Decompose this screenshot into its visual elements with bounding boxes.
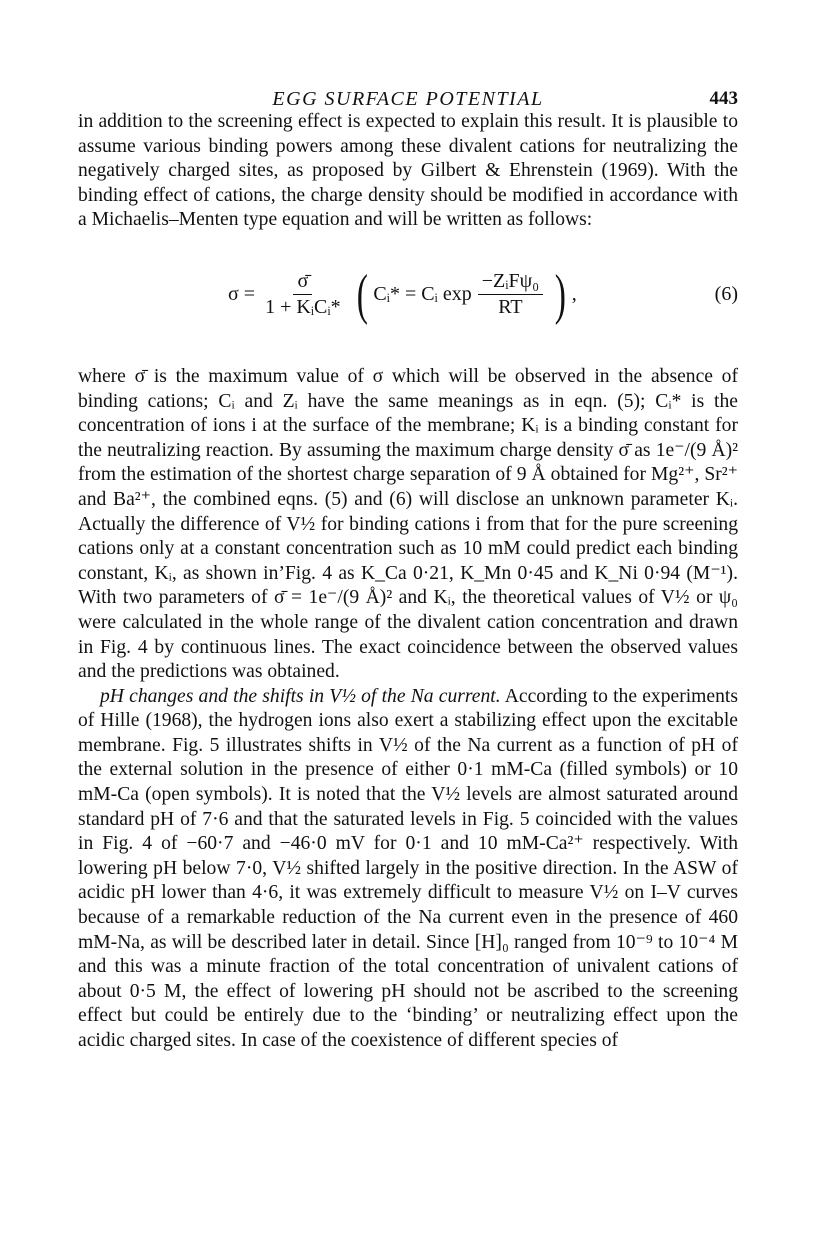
equation-fraction-2 xyxy=(478,270,543,319)
equation-trail: , xyxy=(571,283,577,306)
equation-inner-lhs: Cᵢ* = Cᵢ exp xyxy=(373,283,472,306)
right-paren: ) xyxy=(554,263,567,326)
page-content xyxy=(78,80,738,1054)
equation-fraction-1 xyxy=(261,270,345,319)
running-head: EGG SURFACE POTENTIAL xyxy=(272,88,544,110)
page-number: 443 xyxy=(709,88,738,109)
paragraph-1: in addition to the screening effect is expected to explain this result. It is plausible to assume various binding powers among these divalent cations for neutralizing the negatively charged sites, as proposed by Gilbert & Ehrenstein (1969). With the binding effect of cations, the charge density should be modified in accordance with a Michaelis–Menten type equation and will be written as follows: xyxy=(78,111,738,231)
fraction-2-numerator: −ZᵢFψ₀ xyxy=(478,270,543,295)
page-header xyxy=(78,80,738,110)
paragraph-3 xyxy=(78,685,738,1054)
section-run-in-heading: pH changes and the shifts in V½ of the Na current. xyxy=(100,685,501,707)
equation-body xyxy=(228,255,577,335)
paragraph-2: where σ̄ is the maximum value of σ which will be observed in the absence of binding cations; Cᵢ and Zᵢ have the same meanings as in eqn. (5); Cᵢ* is the concentration of ions i at the surface of the membrane; Kᵢ is a binding constant for the neutralizing reaction. By assuming the maximum charge density σ̄ as 1e⁻/(9 Å)² from the estimation of the shortest charge separation of 9 Å obtained for Mg²⁺, Sr²⁺ and Ba²⁺, the combined eqns. (5) and (6) will disclose an unknown parameter Kᵢ. Actually the difference of V½ for binding cations i from that for the pure screening cations only at a constant concentration such as 10 mM could predict each binding constant, Kᵢ, as shown in’Fig. 4 as K_Ca 0·21, K_Mn 0·45 and K_Ni 0·94 (M⁻¹). With two parameters of σ̄ = 1e⁻/(9 Å)² and Kᵢ, the theoretical values of V½ or ψ₀ were calculated in the whole range of the divalent cation concentration and drawn in Fig. 4 by continuous lines. The exact coincidence between the observed values and the predictions was obtained. xyxy=(78,365,738,683)
equation-6 xyxy=(78,255,738,335)
left-paren: ( xyxy=(356,263,368,326)
paragraph-3-body: According to the experiments of Hille (1968), the hydrogen ions also exert a stabilizing effect upon the excitable membrane. Fig. 5 illustrates shifts in V½ of the Na current as a function of pH of the external solution in the presence of either 0·1 mM-Ca (filled symbols) or 10 mM-Ca (open symbols). It is noted that the V½ levels are almost saturated around standard pH of 7·6 and that the saturated levels in Fig. 5 coincided with the values in Fig. 4 of −60·7 and −46·0 mV for 0·1 and 10 mM-Ca²⁺ respectively. With lowering pH below 7·0, V½ shifted largely in the positive direction. In the ASW of acidic pH lower than 4·6, it was extremely difficult to measure V½ on I–V curves because of a remarkable reduction of the Na current even in the presence of 460 mM-Na, as will be described later in detail. Since [H]₀ ranged from 10⁻⁹ to 10⁻⁴ M and this was a minute fraction of the total concentration of univalent cations of about 0·5 M, the effect of lowering pH should not be ascribed to the screening effect but could be entirely due to the ‘binding’ or neutralizing effect upon the acidic charged sites. In case of the coexistence of different species of xyxy=(78,685,738,1051)
equation-lhs: σ = xyxy=(228,283,256,306)
equation-number: (6) xyxy=(714,282,738,305)
fraction-1-denominator: 1 + KᵢCᵢ* xyxy=(265,296,341,319)
fraction-2-denominator: RT xyxy=(498,296,523,319)
fraction-1-numerator: σ̄ xyxy=(293,270,312,295)
